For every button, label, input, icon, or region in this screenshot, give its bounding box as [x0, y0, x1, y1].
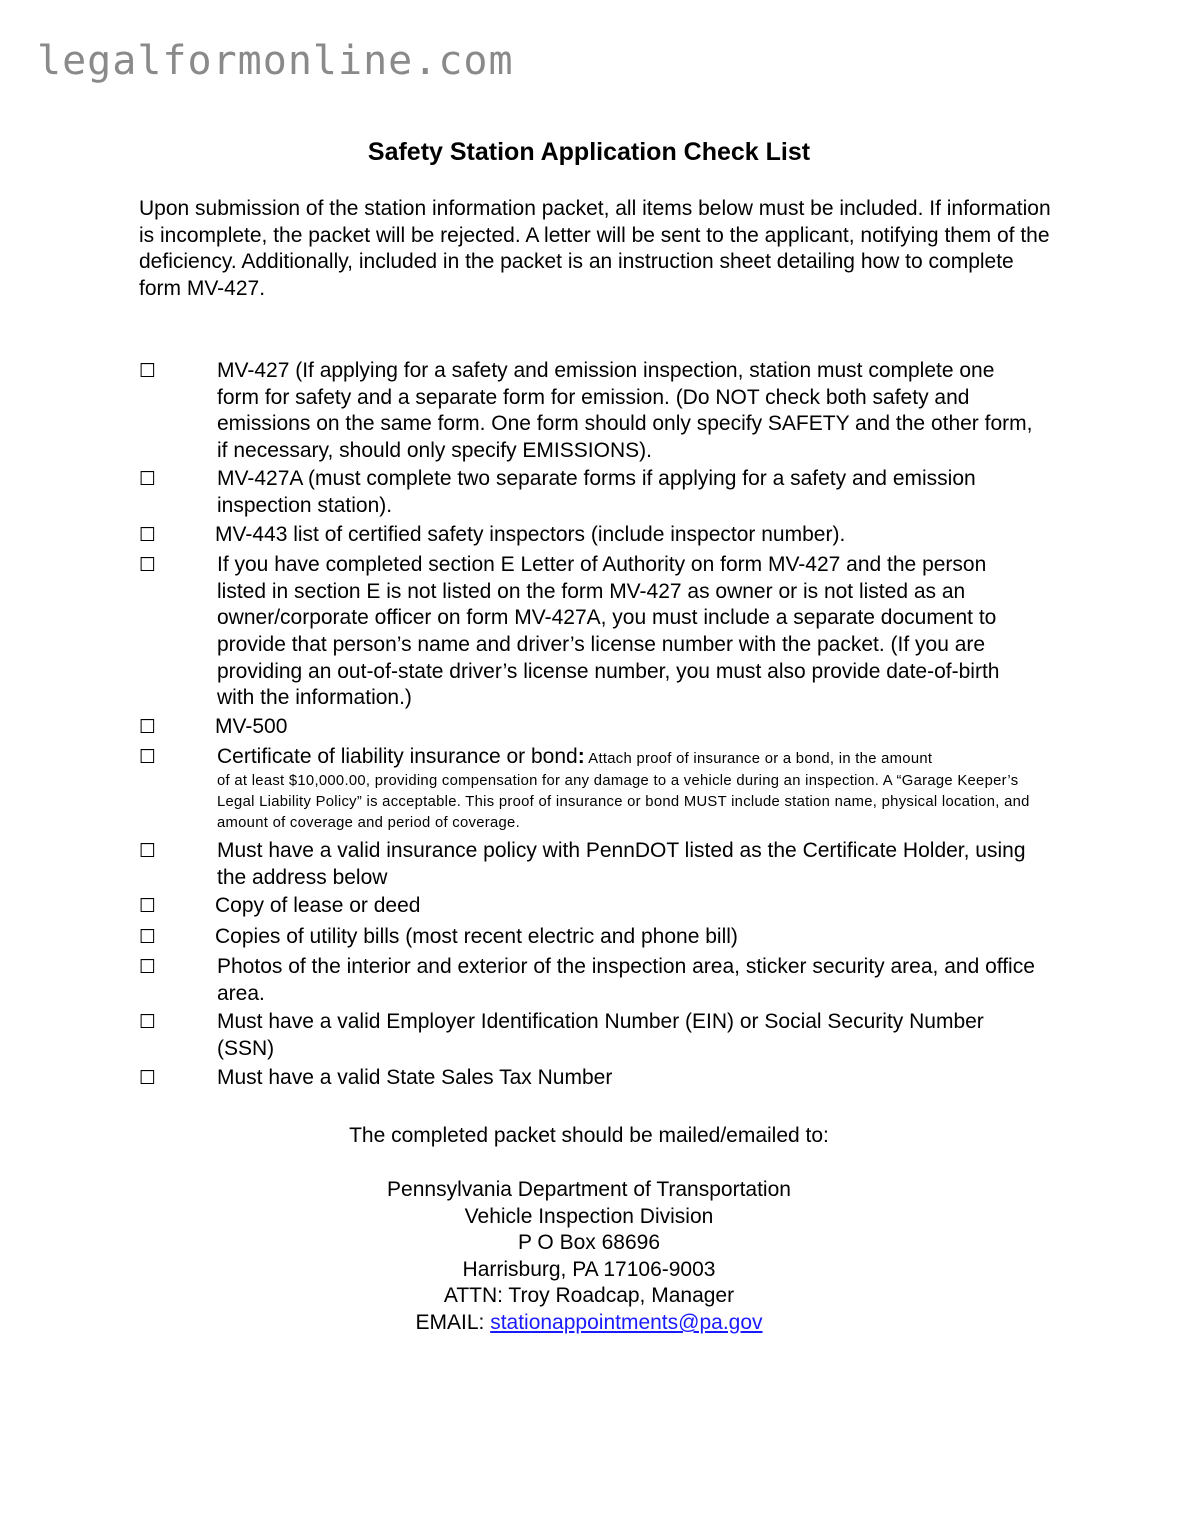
checklist-item-lease — [139, 893, 1039, 920]
checklist-item-text — [217, 744, 1039, 771]
email-label: EMAIL: — [415, 1310, 491, 1334]
checklist-item-text: Must have a valid insurance policy with PennDOT listed as the Certificate Holder, using the address below — [217, 838, 1026, 889]
checklist-item-mv443 — [139, 522, 1039, 549]
checklist-item-sales-tax — [139, 1065, 1039, 1092]
insurance-label: Certificate of liability insurance or bond — [217, 745, 578, 769]
checkbox[interactable]: ☐ — [139, 925, 157, 948]
checklist-item-mv427 — [139, 358, 1039, 464]
checklist-item-text: MV-443 list of certified safety inspectors (include inspector number). — [215, 522, 846, 546]
page-title: Safety Station Application Check List — [367, 138, 811, 166]
address-line: Pennsylvania Department of Transportation — [387, 1178, 791, 1201]
checklist-item-text: Photos of the interior and exterior of the inspection area, sticker security area, and office area. — [217, 955, 1035, 1005]
checklist-item-insurance — [139, 744, 1039, 834]
checklist-item-mv427a — [139, 466, 1039, 519]
checklist-item-text: MV-500 — [215, 714, 288, 738]
checkbox[interactable]: ☐ — [139, 360, 157, 382]
insurance-colon: : — [577, 745, 585, 769]
insurance-detail: of at least $10,000.00, providing compensation for any damage to a vehicle during an inspection. A “Garage Keeper’s Legal Liability Policy” is acceptable. This proof of insurance or bond MUST include station name, physical location, and amount of coverage and period of coverage. — [217, 772, 1030, 831]
address-line: Vehicle Inspection Division — [464, 1204, 714, 1228]
checklist-item-penndot — [139, 838, 1039, 891]
checklist-item-utility — [139, 924, 1039, 951]
checklist-item-text: Must have a valid State Sales Tax Number — [217, 1065, 613, 1089]
checklist-item-text: Copies of utility bills (most recent electric and phone bill) — [215, 924, 738, 948]
checkbox[interactable]: ☐ — [139, 746, 157, 769]
mail-instruction: The completed packet should be mailed/emailed to: — [349, 1124, 829, 1147]
checklist-item-mv500 — [139, 714, 1039, 741]
address-line: ATTN: Troy Roadcap, Manager — [443, 1284, 735, 1308]
checklist-item-text: MV-427 (If applying for a safety and emission inspection, station must complete one form for safety and a separate form for emission. (Do NOT check both safety and emissions on the same form. One form should only specify SAFETY and the other form, if necessary, should only specify EMISSIONS). — [217, 359, 1033, 462]
insurance-detail-first: Attach proof of insurance or a bond, in the amount — [584, 751, 933, 768]
checkbox[interactable]: ☐ — [139, 839, 157, 862]
checklist-item-section-e — [139, 552, 1039, 712]
checkbox[interactable]: ☐ — [139, 1011, 157, 1034]
checklist-item-ein — [139, 1009, 1039, 1062]
checklist-item-text: If you have completed section E Letter of Authority on form MV-427 and the person listed in section E is not listed on the form MV-427 as owner or is not listed as an owner/corporate officer on form MV-427A, you must include a separate document to provide that person’s name and driver’s license number with the packet. (If you are providing an out-of-state driver’s license number, you must also provide date-of-birth with the information.) — [217, 553, 1000, 710]
checkbox[interactable]: ☐ — [139, 715, 157, 738]
checkbox[interactable]: ☐ — [139, 956, 157, 979]
checklist-item-text: MV-427A (must complete two separate forms if applying for a safety and emission inspection station). — [217, 467, 976, 517]
checkbox[interactable]: ☐ — [139, 554, 157, 577]
intro-paragraph: Upon submission of the station information packet, all items below must be included. If information is incomplete, the packet will be rejected. A letter will be sent to the applicant, notifying them of the deficiency. Additionally, included in the packet is an instruction sheet detailing how to complete form MV-427. — [139, 197, 1051, 300]
checklist — [139, 358, 1039, 1093]
checkbox[interactable]: ☐ — [139, 523, 157, 546]
address-line: P O Box 68696 — [517, 1231, 661, 1255]
checkbox[interactable]: ☐ — [139, 895, 157, 918]
watermark: legalformonline.com — [37, 38, 514, 84]
email-line — [0, 1310, 1178, 1337]
checkbox[interactable]: ☐ — [139, 1066, 157, 1089]
checklist-item-text: Copy of lease or deed — [215, 894, 421, 918]
address-line: Harrisburg, PA 17106-9003 — [462, 1257, 716, 1281]
checklist-item-text: Must have a valid Employer Identification Number (EIN) or Social Security Number (SSN) — [217, 1010, 984, 1061]
checkbox[interactable]: ☐ — [139, 468, 157, 491]
checklist-item-photos — [139, 954, 1039, 1007]
email-link[interactable]: stationappointments@pa.gov — [490, 1310, 763, 1334]
mailing-address — [0, 1177, 1178, 1337]
